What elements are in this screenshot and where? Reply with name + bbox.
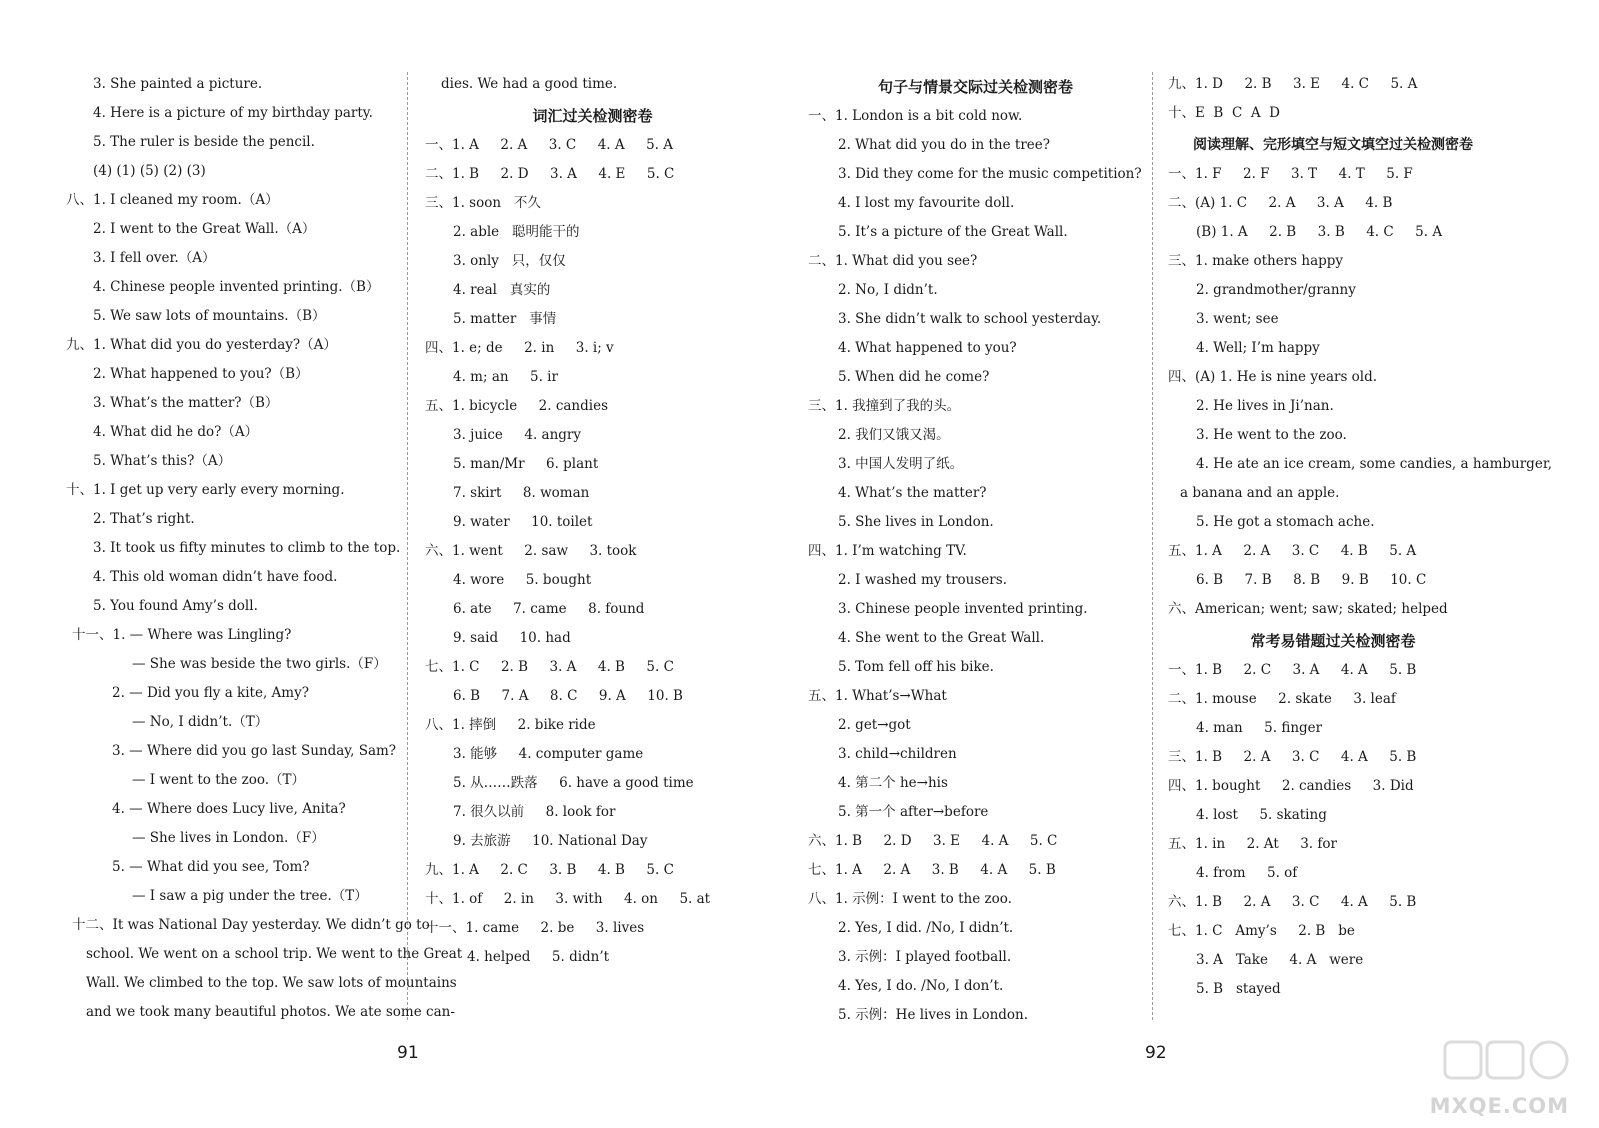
answer-line: 5. What’s this?（A） xyxy=(93,453,232,469)
answer-line: — I saw a pig under the tree.（T） xyxy=(132,888,368,904)
answer-line: 八、1. I cleaned my room.（A） xyxy=(66,192,279,208)
answer-line: 三、1. B 2. A 3. C 4. A 5. B xyxy=(1168,749,1417,765)
answer-line: 九、1. What did you do yesterday?（A） xyxy=(66,337,337,353)
answer-line: and we took many beautiful photos. We ate some can- xyxy=(86,1004,455,1020)
answer-line: 4. She went to the Great Wall. xyxy=(838,630,1045,646)
answer-line: 5. — What did you see, Tom? xyxy=(112,859,310,875)
answer-line: 3. She painted a picture. xyxy=(93,76,263,92)
answer-line: 一、1. B 2. C 3. A 4. A 5. B xyxy=(1168,662,1417,678)
answer-line: 二、(A) 1. C 2. A 3. A 4. B xyxy=(1168,195,1393,211)
answer-line: 4. m; an 5. ir xyxy=(453,369,558,385)
answer-line: 六、American; went; saw; skated; helped xyxy=(1168,601,1448,617)
answer-line: 一、1. A 2. A 3. C 4. A 5. A xyxy=(425,137,674,153)
answer-line: 2. What happened to you?（B） xyxy=(93,366,309,382)
answer-line: 5. matter 事情 xyxy=(453,311,557,327)
answer-line: 3. 示例：I played football. xyxy=(838,949,1012,965)
answer-line: — I went to the zoo.（T） xyxy=(132,772,306,788)
answer-line: 一、1. F 2. F 3. T 4. T 5. F xyxy=(1168,166,1413,182)
answer-line: Wall. We climbed to the top. We saw lots of mountains xyxy=(86,975,457,991)
answer-line: 3. child→children xyxy=(838,746,957,762)
answer-line: 4. Well; I’m happy xyxy=(1196,340,1320,356)
page-number-right: 92 xyxy=(1145,1043,1167,1063)
answer-line: 4. What happened to you? xyxy=(838,340,1017,356)
answer-line: school. We went on a school trip. We went to the Great xyxy=(86,946,463,962)
answer-line: 9. said 10. had xyxy=(453,630,571,646)
answer-line: 3. I fell over.（A） xyxy=(93,250,216,266)
answer-line: 3. He went to the zoo. xyxy=(1196,427,1347,443)
answer-line: 5. You found Amy’s doll. xyxy=(93,598,258,614)
answer-line: 6. ate 7. came 8. found xyxy=(453,601,645,617)
answer-line: 2. get→got xyxy=(838,717,911,733)
answer-line: 7. skirt 8. woman xyxy=(453,485,590,501)
section-title: 常考易错题过关检测密卷 xyxy=(1250,632,1416,650)
answer-line: 四、1. I’m watching TV. xyxy=(808,543,967,559)
answer-line: 四、1. e; de 2. in 3. i; v xyxy=(425,340,614,356)
answer-line: — She lives in London.（F） xyxy=(132,830,325,846)
answer-line: 6. B 7. A 8. C 9. A 10. B xyxy=(453,688,683,704)
answer-line: 3. only 只，仅仅 xyxy=(453,253,566,269)
answer-line: 5. We saw lots of mountains.（B） xyxy=(93,308,326,324)
answer-line: 2. What did you do in the tree? xyxy=(838,137,1050,153)
answer-line: 3. 中国人发明了纸。 xyxy=(838,456,964,472)
answer-line: 5. When did he come? xyxy=(838,369,990,385)
answer-line: 2. That’s right. xyxy=(93,511,195,527)
answer-line: 2. I went to the Great Wall.（A） xyxy=(93,221,316,237)
answer-line: 六、1. B 2. A 3. C 4. A 5. B xyxy=(1168,894,1417,910)
answer-line: 四、(A) 1. He is nine years old. xyxy=(1168,369,1378,385)
column-4 xyxy=(1168,70,1553,1004)
answer-line: 2. — Did you fly a kite, Amy? xyxy=(112,685,309,701)
answer-line: 八、1. 示例：I went to the zoo. xyxy=(808,891,1012,907)
section-title: 句子与情景交际过关检测密卷 xyxy=(877,78,1073,96)
page-number-left: 91 xyxy=(397,1043,419,1063)
answer-line: 六、1. B 2. D 3. E 4. A 5. C xyxy=(808,833,1058,849)
section-title: 阅读理解、完形填空与短文填空过关检测密卷 xyxy=(1193,137,1473,153)
answer-line: 5. He got a stomach ache. xyxy=(1196,514,1375,530)
answer-line: 5. B stayed xyxy=(1196,981,1281,997)
answer-line: 三、1. make others happy xyxy=(1168,253,1344,269)
answer-line: 3. — Where did you go last Sunday, Sam? xyxy=(112,743,397,759)
answer-line: 2. able 聪明能干的 xyxy=(453,224,580,240)
answer-line: 2. Yes, I did. /No, I didn’t. xyxy=(838,920,1014,936)
answer-line: 4. lost 5. skating xyxy=(1196,807,1327,823)
answer-line: 2. 我们又饿又渴。 xyxy=(838,427,950,443)
answer-line: 3. Did they come for the music competition? xyxy=(838,166,1142,182)
answer-line: 九、1. D 2. B 3. E 4. C 5. A xyxy=(1168,76,1418,92)
answer-line: 三、1. 我撞到了我的头。 xyxy=(808,398,961,414)
answer-line: 十一、1. came 2. be 3. lives xyxy=(425,920,645,936)
answer-line: 五、1. A 2. A 3. C 4. B 5. A xyxy=(1168,543,1417,559)
answer-line: 2. No, I didn’t. xyxy=(838,282,938,298)
answer-line: 3. She didn’t walk to school yesterday. xyxy=(838,311,1102,327)
answer-line: (4) (1) (5) (2) (3) xyxy=(93,163,206,179)
answer-line: 十、1. of 2. in 3. with 4. on 5. at xyxy=(425,891,711,907)
answer-line: 5. 示例：He lives in London. xyxy=(838,1007,1029,1023)
answer-line: 二、1. B 2. D 3. A 4. E 5. C xyxy=(425,166,675,182)
answer-line: 3. Chinese people invented printing. xyxy=(838,601,1088,617)
answer-line: 3. went; see xyxy=(1196,311,1279,327)
answer-line: 5. 第一个 after→before xyxy=(838,804,989,820)
answer-line: 6. B 7. B 8. B 9. B 10. C xyxy=(1196,572,1427,588)
answer-line: 七、1. A 2. A 3. B 4. A 5. B xyxy=(808,862,1056,878)
answer-line: 3. A Take 4. A were xyxy=(1196,952,1364,968)
answer-line: 9. water 10. toilet xyxy=(453,514,593,530)
column-3 xyxy=(808,70,1143,1030)
answer-line: 4. helped 5. didn’t xyxy=(467,949,610,965)
answer-line: 4. What’s the matter? xyxy=(838,485,987,501)
answer-line: 5. 从……跌落 6. have a good time xyxy=(453,775,694,791)
answer-line: 2. I washed my trousers. xyxy=(838,572,1007,588)
answer-line: a banana and an apple. xyxy=(1180,485,1340,501)
answer-line: — She was beside the two girls.（F） xyxy=(132,656,387,672)
answer-line: 4. from 5. of xyxy=(1196,865,1298,881)
column-divider-right xyxy=(1152,72,1153,1020)
answer-line: dies. We had a good time. xyxy=(441,76,618,92)
column-2 xyxy=(425,70,760,972)
answer-line: 4. — Where does Lucy live, Anita? xyxy=(112,801,346,817)
answer-line: 4. This old woman didn’t have food. xyxy=(93,569,338,585)
answer-line: 4. Chinese people invented printing.（B） xyxy=(93,279,380,295)
answer-line: 四、1. bought 2. candies 3. Did xyxy=(1168,778,1414,794)
answer-line: 十一、1. — Where was Lingling? xyxy=(72,627,292,643)
answer-line: 4. man 5. finger xyxy=(1196,720,1323,736)
answer-line: 4. I lost my favourite doll. xyxy=(838,195,1015,211)
answer-line: 5. It’s a picture of the Great Wall. xyxy=(838,224,1068,240)
column-divider-left xyxy=(407,72,408,1020)
answer-line: 九、1. A 2. C 3. B 4. B 5. C xyxy=(425,862,674,878)
answer-line: 2. grandmother/granny xyxy=(1196,282,1356,298)
answer-line: 9. 去旅游 10. National Day xyxy=(453,833,648,849)
answer-line: 4. real 真实的 xyxy=(453,282,551,298)
answer-line: 4. Here is a picture of my birthday party. xyxy=(93,105,373,121)
answer-line: 4. What did he do?（A） xyxy=(93,424,259,440)
answer-line: 7. 很久以前 8. look for xyxy=(453,804,616,820)
answer-line: 3. 能够 4. computer game xyxy=(453,746,644,762)
section-title: 词汇过关检测密卷 xyxy=(532,107,653,125)
answer-line: 3. juice 4. angry xyxy=(453,427,582,443)
answer-line: 五、1. What’s→What xyxy=(808,688,947,704)
answer-line: 三、1. soon 不久 xyxy=(425,195,541,211)
answer-line: 八、1. 摔倒 2. bike ride xyxy=(425,717,596,733)
answer-line: 4. He ate an ice cream, some candies, a hamburger, xyxy=(1196,456,1553,472)
answer-line: 十二、It was National Day yesterday. We didn’t go to xyxy=(72,917,430,933)
watermark-text: MXQE.COM xyxy=(1429,1094,1569,1118)
answer-line: 七、1. C 2. B 3. A 4. B 5. C xyxy=(425,659,674,675)
answer-line: 五、1. bicycle 2. candies xyxy=(425,398,608,414)
answer-line: 十、1. I get up very early every morning. xyxy=(66,482,345,498)
answer-line: 二、1. What did you see? xyxy=(808,253,978,269)
answer-line: (B) 1. A 2. B 3. B 4. C 5. A xyxy=(1196,224,1443,240)
answer-line: — No, I didn’t.（T） xyxy=(132,714,269,730)
answer-line: 一、1. London is a bit cold now. xyxy=(808,108,1023,124)
answer-line: 5. She lives in London. xyxy=(838,514,994,530)
answer-line: 2. He lives in Ji’nan. xyxy=(1196,398,1334,414)
answer-line: 二、1. mouse 2. skate 3. leaf xyxy=(1168,691,1396,707)
answer-line: 4. wore 5. bought xyxy=(453,572,592,588)
answer-line: 5. man/Mr 6. plant xyxy=(453,456,599,472)
answer-line: 4. Yes, I do. /No, I don’t. xyxy=(838,978,1004,994)
answer-line: 十、E B C A D xyxy=(1168,105,1281,121)
answer-line: 5. Tom fell off his bike. xyxy=(838,659,994,675)
answer-line: 六、1. went 2. saw 3. took xyxy=(425,543,637,559)
answer-line: 3. What’s the matter?（B） xyxy=(93,395,279,411)
column-1 xyxy=(66,70,463,1027)
answer-line: 4. 第二个 he→his xyxy=(838,775,948,791)
answer-line: 3. It took us fifty minutes to climb to the top. xyxy=(93,540,401,556)
answer-line: 5. The ruler is beside the pencil. xyxy=(93,134,315,150)
answer-line: 七、1. C Amy’s 2. B be xyxy=(1168,923,1355,939)
answer-line: 五、1. in 2. At 3. for xyxy=(1168,836,1337,852)
